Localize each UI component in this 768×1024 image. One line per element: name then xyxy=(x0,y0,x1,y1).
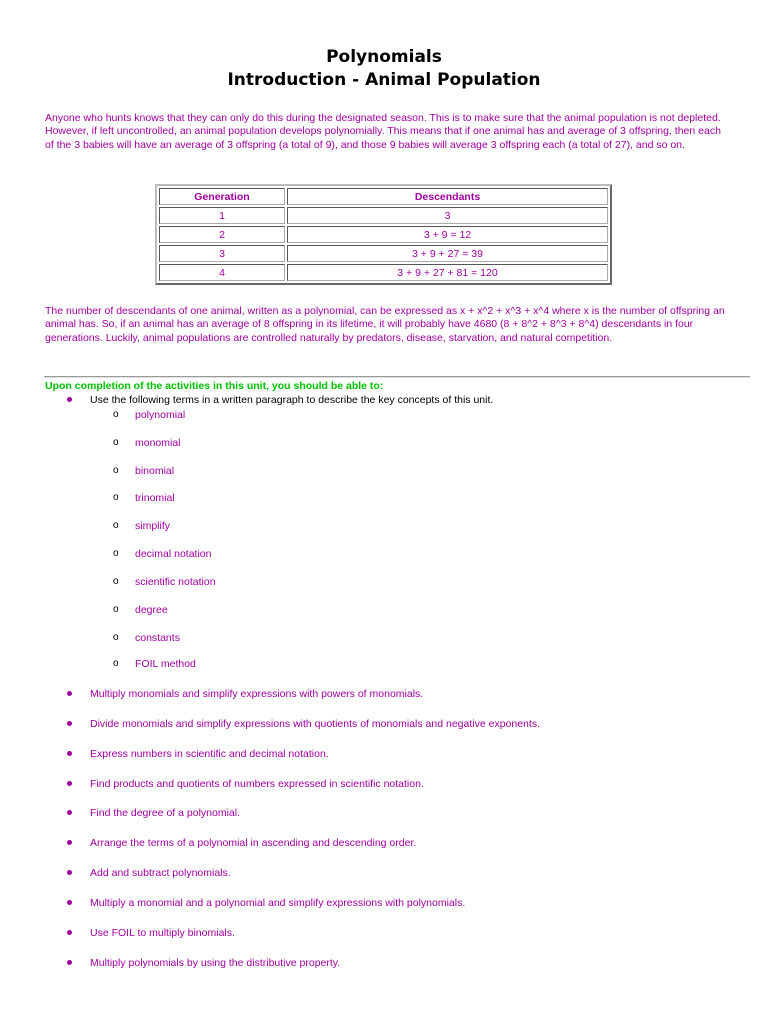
term-text: scientific notation xyxy=(135,576,216,588)
bullet-icon xyxy=(67,751,72,756)
bullet-icon xyxy=(67,870,72,875)
objective-text: Arrange the terms of a polynomial in ascending and descending order. xyxy=(90,837,417,849)
generation-table xyxy=(155,184,612,285)
bullet-icon xyxy=(67,930,72,935)
table-cell-descendants: 3 + 9 + 27 + 81 = 120 xyxy=(287,264,608,281)
table-row xyxy=(159,226,608,243)
sub-bullet-icon: o xyxy=(113,465,119,476)
table-cell-generation: 4 xyxy=(159,264,285,281)
objective-text: Multiply a monomial and a polynomial and simplify expressions with polynomials. xyxy=(90,897,466,909)
sub-bullet-icon: o xyxy=(113,658,119,669)
sub-bullet-icon: o xyxy=(113,492,119,503)
table-cell-descendants: 3 xyxy=(287,207,608,224)
table-cell-descendants: 3 + 9 + 27 = 39 xyxy=(287,245,608,262)
term-text: FOIL method xyxy=(135,658,196,670)
table-header-descendants: Descendants xyxy=(287,188,608,205)
objective-text: Find products and quotients of numbers expressed in scientific notation. xyxy=(90,778,424,790)
table-header-generation: Generation xyxy=(159,188,285,205)
bullet-icon xyxy=(67,781,72,786)
bullet-icon xyxy=(67,840,72,845)
bullet-icon xyxy=(67,960,72,965)
term-text: monomial xyxy=(135,437,181,449)
table-header-row xyxy=(159,188,608,205)
table-row xyxy=(159,264,608,281)
term-text: binomial xyxy=(135,465,175,477)
table-cell-descendants: 3 + 9 = 12 xyxy=(287,226,608,243)
bullet-icon xyxy=(67,900,72,905)
objective-text: Multiply polynomials by using the distributive property. xyxy=(90,957,341,969)
intro-paragraph: Anyone who hunts knows that they can only do this during the designated season. This is to make sure that the animal population is not depleted. However, if left uncontrolled, an animal population develops polynomially. This means that if one animal has and average of 3 offspring, then each of the 3 babies will have an average of 3 offspring (a total of 9), and those 9 babies will average 3 offspring each (a total of 27), and so on. xyxy=(45,112,721,151)
bullet-icon xyxy=(67,691,72,696)
term-text: polynomial xyxy=(135,409,186,421)
table-cell-generation: 1 xyxy=(159,207,285,224)
objective-text: Express numbers in scientific and decimal notation. xyxy=(90,748,329,760)
term-text: trinomial xyxy=(135,492,175,504)
term-text: simplify xyxy=(135,520,171,532)
table-cell-generation: 3 xyxy=(159,245,285,262)
table-row xyxy=(159,207,608,224)
objective-text: Add and subtract polynomials. xyxy=(90,867,231,879)
term-text: degree xyxy=(135,604,168,616)
objective-text: Use the following terms in a written paragraph to describe the key concepts of this unit. xyxy=(90,394,494,406)
sub-bullet-icon: o xyxy=(113,437,119,448)
sub-bullet-icon: o xyxy=(113,520,119,531)
bullet-icon xyxy=(67,721,72,726)
sub-bullet-icon: o xyxy=(113,576,119,587)
horizontal-divider xyxy=(44,376,750,378)
table-row xyxy=(159,245,608,262)
sub-bullet-icon: o xyxy=(113,632,119,643)
table-cell-generation: 2 xyxy=(159,226,285,243)
page-title: Polynomials xyxy=(326,47,442,67)
sub-bullet-icon: o xyxy=(113,548,119,559)
page-subtitle: Introduction - Animal Population xyxy=(227,70,541,90)
sub-bullet-icon: o xyxy=(113,409,119,420)
second-paragraph: The number of descendants of one animal, written as a polynomial, can be expressed as x + x^2 + x^3 + x^4 where x is the number of offspring an animal has. So, if an animal has an average of 8 offspring in its lifetime, it will probably have 4680 (8 + 8^2 + 8^3 + 8^4) descendants in four generations. Luckily, animal populations are controlled naturally by predators, disease, starvation, and natural competition. xyxy=(45,305,725,344)
sub-bullet-icon: o xyxy=(113,604,119,615)
bullet-icon xyxy=(67,810,72,815)
objective-text: Find the degree of a polynomial. xyxy=(90,807,241,819)
objective-text: Use FOIL to multiply binomials. xyxy=(90,927,235,939)
term-text: decimal notation xyxy=(135,548,212,560)
objective-text: Divide monomials and simplify expressions with quotients of monomials and negative exponents. xyxy=(90,718,540,730)
objective-text: Multiply monomials and simplify expressions with powers of monomials. xyxy=(90,688,424,700)
objectives-heading: Upon completion of the activities in this unit, you should be able to: xyxy=(45,380,384,392)
bullet-icon xyxy=(67,397,72,402)
term-text: constants xyxy=(135,632,180,644)
